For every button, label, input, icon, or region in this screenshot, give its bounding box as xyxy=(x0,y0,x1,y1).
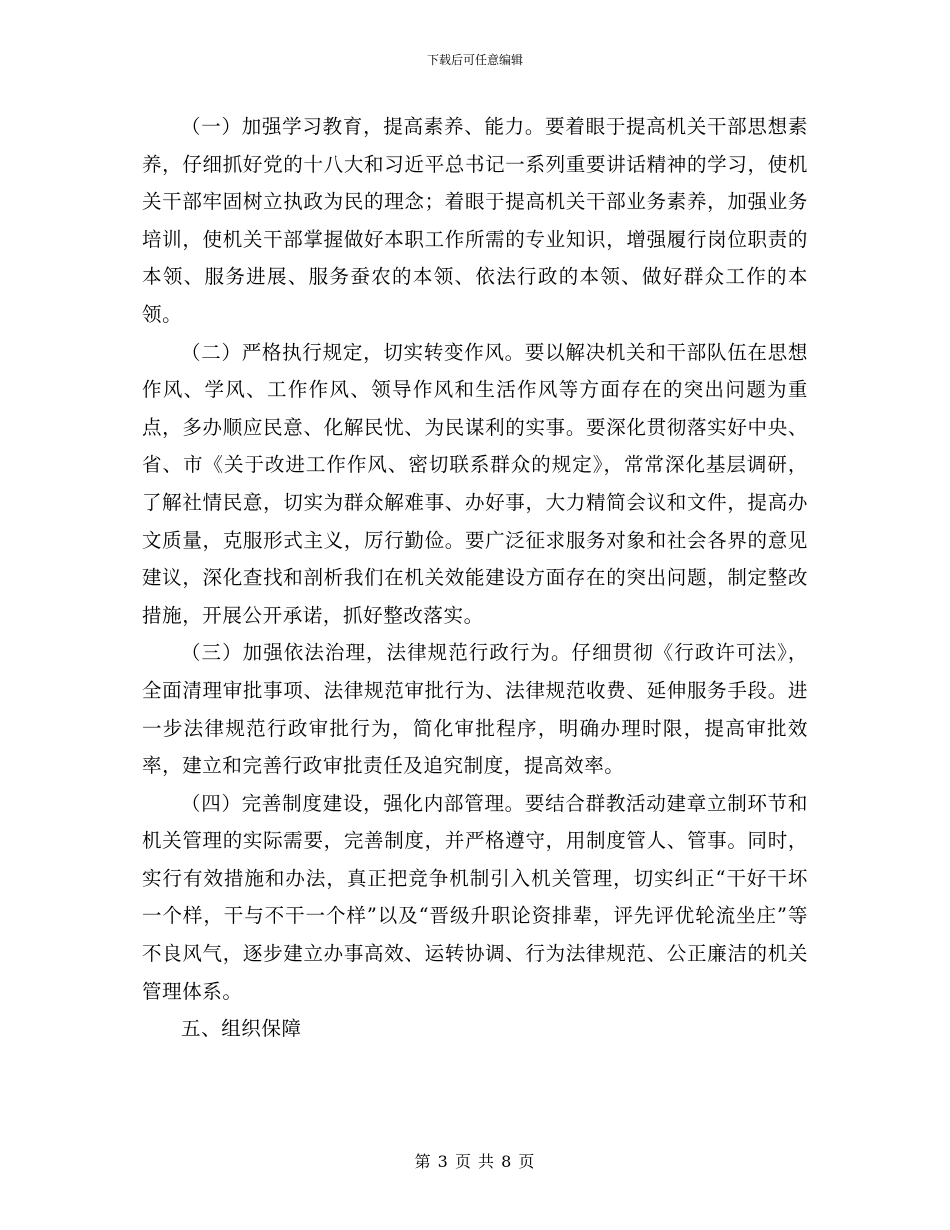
paragraph-3: （三）加强依法治理，法律规范行政行为。仔细贯彻《行政许可法》，全面清理审批事项、法律规范审批行为、法律规范收费、延伸服务手段。进一步法律规范行政审批行为，简化审批程序，明确办理时限，提高审批效率，建立和完善行政审批责任及追究制度，提高效率。 xyxy=(142,641,808,778)
document-body xyxy=(142,108,808,1048)
paragraph-4: （四）完善制度建设，强化内部管理。要结合群教活动建章立制环节和机关管理的实际需要，完善制度，并严格遵守，用制度管人、管事。同时，实行有效措施和办法，真正把竞争机制引入机关管理，切实纠正“干好干坏一个样，干与不干一个样”以及“晋级升职论资排辈，评先评优轮流坐庄”等不良风气，逐步建立办事高效、运转协调、行为法律规范、公正廉洁的机关管理体系。 xyxy=(142,791,808,1003)
paragraph-2: （二）严格执行规定，切实转变作风。要以解决机关和干部队伍在思想作风、学风、工作作风、领导作风和生活作风等方面存在的突出问题为重点，多办顺应民意、化解民忧、为民谋利的实事。要深化贯彻落实好中央、省、市《关于改进工作作风、密切联系群众的规定》，常常深化基层调研，了解社情民意，切实为群众解难事、办好事，大力精简会议和文件，提高办文质量，克服形式主义，厉行勤俭。要广泛征求服务对象和社会各界的意见建议，深化查找和剖析我们在机关效能建设方面存在的突出问题，制定整改措施，开展公开承诺，抓好整改落实。 xyxy=(142,340,808,627)
page-footer: 第 3 页 共 8 页 xyxy=(414,1152,536,1171)
section-heading: 五、组织保障 xyxy=(181,1017,302,1041)
paragraph-1: （一）加强学习教育，提高素养、能力。要着眼于提高机关干部思想素养，仔细抓好党的十八大和习近平总书记一系列重要讲话精神的学习，使机关干部牢固树立执政为民的理念；着眼于提高机关干部业务素养，加强业务培训，使机关干部掌握做好本职工作所需的专业知识，增强履行岗位职责的本领、服务进展、服务蚕农的本领、依法行政的本领、做好群众工作的本领。 xyxy=(142,115,808,326)
page-header: 下载后可任意编辑 xyxy=(426,53,523,67)
